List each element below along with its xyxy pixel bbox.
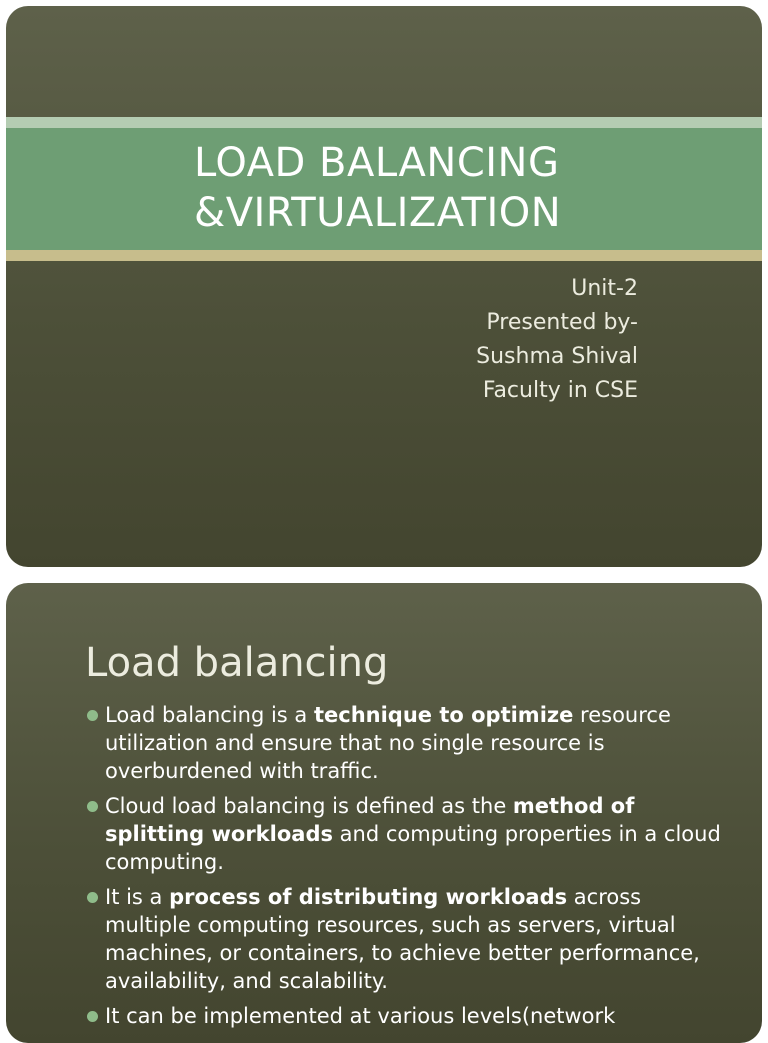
bullet-dot-icon: [87, 892, 98, 903]
bullet-dot-icon: [87, 1011, 98, 1022]
content-slide: [6, 583, 762, 1043]
bullet-text: resource utilization and ensure that no single resource is overburdened with traffic.: [105, 703, 671, 783]
subtitle-presented-by: Presented by-: [486, 310, 638, 335]
bullet-text: It can be implemented at various levels(network: [105, 1004, 616, 1028]
bullet-dot-icon: [87, 710, 98, 721]
bullet-list: [85, 701, 725, 1037]
title-band-bottom-stripe: [6, 250, 762, 261]
subtitle-presenter-name: Sushma Shival: [476, 344, 638, 369]
title-slide: [6, 6, 762, 567]
bullet-item: [85, 1002, 725, 1030]
slide-title-line-1: LOAD BALANCING: [194, 140, 560, 186]
bullet-text: Load balancing is a: [105, 703, 314, 727]
bullet-item: [85, 701, 725, 785]
bullet-emphasis: method of splitting workloads: [105, 794, 635, 846]
bullet-text: Cloud load balancing is defined as the: [105, 794, 513, 818]
bullet-text: It is a: [105, 885, 170, 909]
content-slide-title: Load balancing: [85, 640, 389, 686]
bullet-emphasis: process of distributing workloads: [169, 885, 568, 909]
bullet-dot-icon: [87, 801, 98, 812]
subtitle-presenter-role: Faculty in CSE: [482, 378, 638, 403]
bullet-item: [85, 792, 725, 876]
bullet-item: [85, 883, 725, 995]
slide-title: [194, 138, 714, 238]
bullet-emphasis: technique to optimize: [313, 703, 574, 727]
subtitle-unit: Unit-2: [571, 276, 638, 301]
bullet-text: and computing properties in a cloud computing.: [105, 822, 721, 874]
slide-subtitle: [476, 272, 638, 408]
slide-title-line-2: &VIRTUALIZATION: [194, 190, 562, 236]
title-band-top-stripe: [6, 117, 762, 128]
bullet-text: across multiple computing resources, such as servers, virtual machines, or containers, to achieve better performance, availability, and scalability.: [105, 885, 700, 993]
